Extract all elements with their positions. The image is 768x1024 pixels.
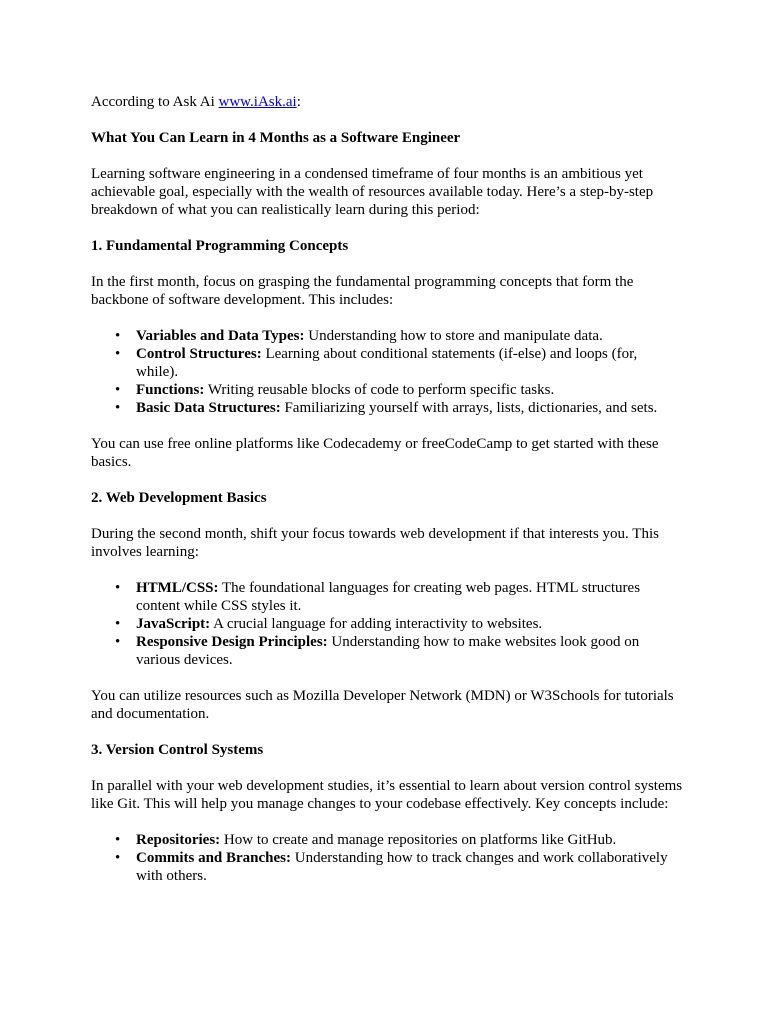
list-item (115, 399, 683, 417)
item-term: Variables and Data Types: (136, 328, 305, 344)
item-term: Control Structures: (136, 346, 262, 362)
section-intro: In parallel with your web development studies, it’s essential to learn about version control systems like Git. This will help you manage changes to your codebase effectively. Key concepts include: (91, 778, 683, 812)
bullet-icon: • (115, 382, 121, 398)
item-text: Familiarizing yourself with arrays, lists, dictionaries, and sets. (280, 400, 658, 416)
item-text: Writing reusable blocks of code to perform specific tasks. (204, 382, 555, 398)
list-item (115, 381, 683, 399)
list-item (115, 579, 683, 615)
item-term: Functions: (136, 382, 205, 398)
bullet-icon: • (115, 634, 121, 650)
item-term: Commits and Branches: (136, 850, 292, 866)
bullet-icon: • (115, 832, 121, 848)
item-text: Learning about conditional statements (if-else) and loops (for, while). (136, 346, 638, 380)
section-intro: During the second month, shift your focus towards web development if that interests you. This involves learning: (91, 526, 659, 560)
list-item (115, 849, 683, 885)
list-item (115, 615, 683, 633)
list-item (115, 831, 683, 849)
item-text: How to create and manage repositories on platforms like GitHub. (220, 832, 617, 848)
item-text: The foundational languages for creating web pages. HTML structures content while CSS styles it. (136, 580, 641, 614)
item-text: Understanding how to store and manipulate data. (304, 328, 603, 344)
lead-paragraph: Learning software engineering in a condensed timeframe of four months is an ambitious yet achievable goal, especially with the wealth of resources available today. Here’s a step-by-step breakdown of what you can realistically learn during this period: (91, 166, 654, 218)
bullet-icon: • (115, 400, 121, 416)
list-item (115, 345, 683, 381)
intro-suffix: : (296, 94, 301, 110)
bullet-list (91, 579, 683, 669)
item-term: Basic Data Structures: (136, 400, 281, 416)
iask-link[interactable]: www.iAsk.ai (218, 94, 297, 110)
item-text: Understanding how to make websites look good on various devices. (136, 634, 640, 668)
section-heading: 1. Fundamental Programming Concepts (91, 238, 349, 254)
intro-line (91, 93, 683, 111)
section-outro: You can use free online platforms like Codecademy or freeCodeCamp to get started with these basics. (91, 436, 659, 470)
document-title: What You Can Learn in 4 Months as a Software Engineer (91, 130, 461, 146)
bullet-list (91, 831, 683, 885)
item-term: HTML/CSS: (136, 580, 219, 596)
section-intro: In the first month, focus on grasping the fundamental programming concepts that form the backbone of software development. This includes: (91, 274, 634, 308)
list-item (115, 327, 683, 345)
bullet-icon: • (115, 328, 121, 344)
section-heading: 2. Web Development Basics (91, 490, 267, 506)
bullet-icon: • (115, 616, 121, 632)
section-outro: You can utilize resources such as Mozilla Developer Network (MDN) or W3Schools for tutorials and documentation. (91, 688, 674, 722)
bullet-icon: • (115, 580, 121, 596)
bullet-icon: • (115, 850, 121, 866)
intro-prefix: According to Ask Ai (91, 94, 219, 110)
list-item (115, 633, 683, 669)
bullet-icon: • (115, 346, 121, 362)
item-text: Understanding how to track changes and work collaboratively with others. (136, 850, 668, 884)
item-term: Responsive Design Principles: (136, 634, 328, 650)
bullet-list (91, 327, 683, 417)
item-term: Repositories: (136, 832, 221, 848)
section-heading: 3. Version Control Systems (91, 742, 264, 758)
item-term: JavaScript: (136, 616, 211, 632)
item-text: A crucial language for adding interactivity to websites. (210, 616, 543, 632)
document-page (91, 93, 683, 903)
